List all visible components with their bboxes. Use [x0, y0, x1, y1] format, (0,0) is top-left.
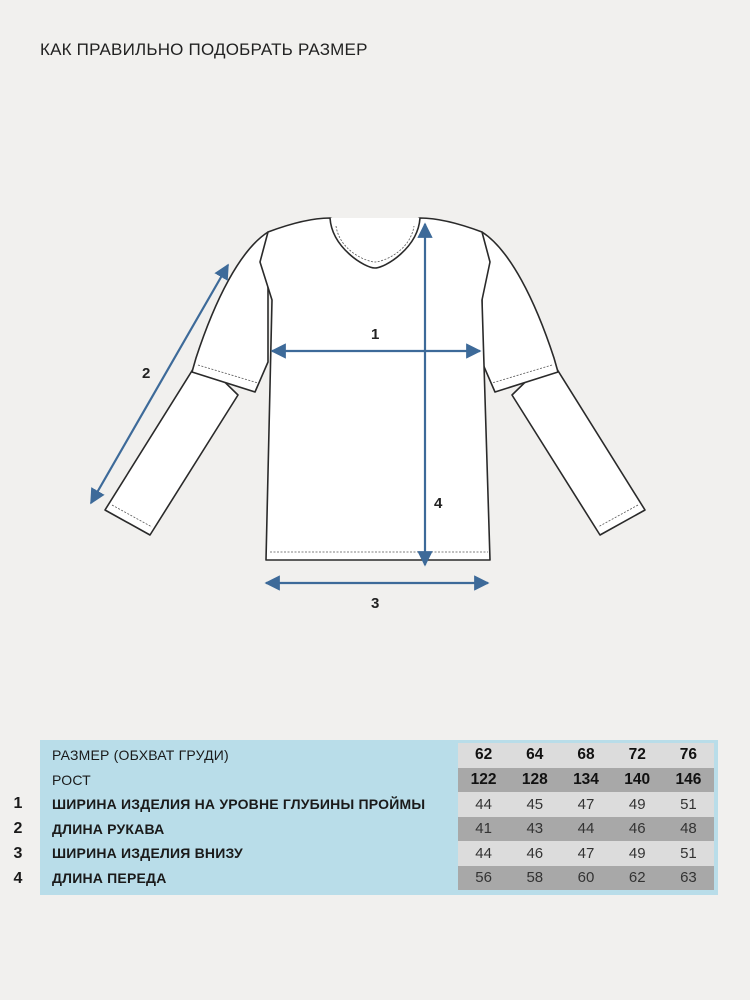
table-cell: 68 [577, 746, 595, 764]
table-row [40, 817, 718, 842]
right-short-sleeve [482, 232, 558, 392]
row-number: 2 [13, 820, 23, 837]
table-cell: 44 [475, 795, 492, 813]
row-number: 4 [13, 870, 23, 887]
dimension-label-1: 1 [371, 326, 380, 343]
left-inner-sleeve [105, 358, 238, 535]
table-cell: 62 [628, 869, 646, 887]
size-label: РАЗМЕР (ОБХВАТ ГРУДИ) [52, 747, 229, 764]
table-cell: 72 [628, 746, 646, 764]
table-cell: 41 [475, 820, 492, 838]
table-cell: 56 [475, 869, 492, 887]
dimension-label-2: 2 [142, 365, 151, 382]
table-cell: 49 [628, 795, 646, 813]
row-label: ШИРИНА ИЗДЕЛИЯ НА УРОВНЕ ГЛУБИНЫ ПРОЙМЫ [52, 796, 426, 813]
left-short-sleeve [192, 232, 268, 392]
table-cell: 47 [577, 795, 595, 813]
shirt-body [260, 218, 490, 560]
table-row [40, 841, 718, 866]
table-height-row [40, 768, 718, 793]
size-table [40, 740, 718, 895]
table-cell: 76 [679, 746, 698, 764]
table-cell: 58 [526, 869, 544, 887]
table-cell: 140 [624, 770, 651, 788]
row-number: 3 [13, 845, 23, 862]
height-label: РОСТ [52, 771, 91, 788]
page-title: КАК ПРАВИЛЬНО ПОДОБРАТЬ РАЗМЕР [40, 40, 368, 59]
table-cell: 63 [680, 869, 697, 887]
table-cell: 64 [526, 746, 544, 764]
table-header-row [40, 743, 718, 768]
table-cell: 60 [577, 869, 595, 887]
table-cell: 46 [526, 844, 544, 862]
dimension-label-3: 3 [371, 595, 380, 612]
table-cell: 134 [573, 770, 599, 788]
row-number: 1 [13, 795, 23, 812]
table-cell: 51 [680, 795, 697, 813]
row-label: ДЛИНА ПЕРЕДА [52, 869, 167, 886]
right-inner-sleeve [512, 358, 645, 535]
table-cell: 43 [526, 820, 544, 838]
dimension-label-4: 4 [434, 495, 443, 512]
table-cell: 46 [628, 820, 646, 838]
table-cell: 47 [577, 844, 595, 862]
table-cell: 45 [526, 795, 544, 813]
row-label: ДЛИНА РУКАВА [52, 820, 165, 837]
table-cell: 62 [474, 746, 493, 764]
table-cell: 49 [628, 844, 646, 862]
table-row [40, 866, 718, 891]
table-cell: 44 [475, 844, 492, 862]
table-cell: 44 [577, 820, 595, 838]
table-cell: 128 [521, 770, 548, 788]
table-cell: 146 [675, 770, 702, 788]
row-label: ШИРИНА ИЗДЕЛИЯ ВНИЗУ [52, 845, 243, 862]
table-cell: 48 [680, 820, 697, 838]
table-cell: 122 [470, 770, 497, 788]
table-cell: 51 [680, 844, 697, 862]
table-row [40, 792, 718, 817]
